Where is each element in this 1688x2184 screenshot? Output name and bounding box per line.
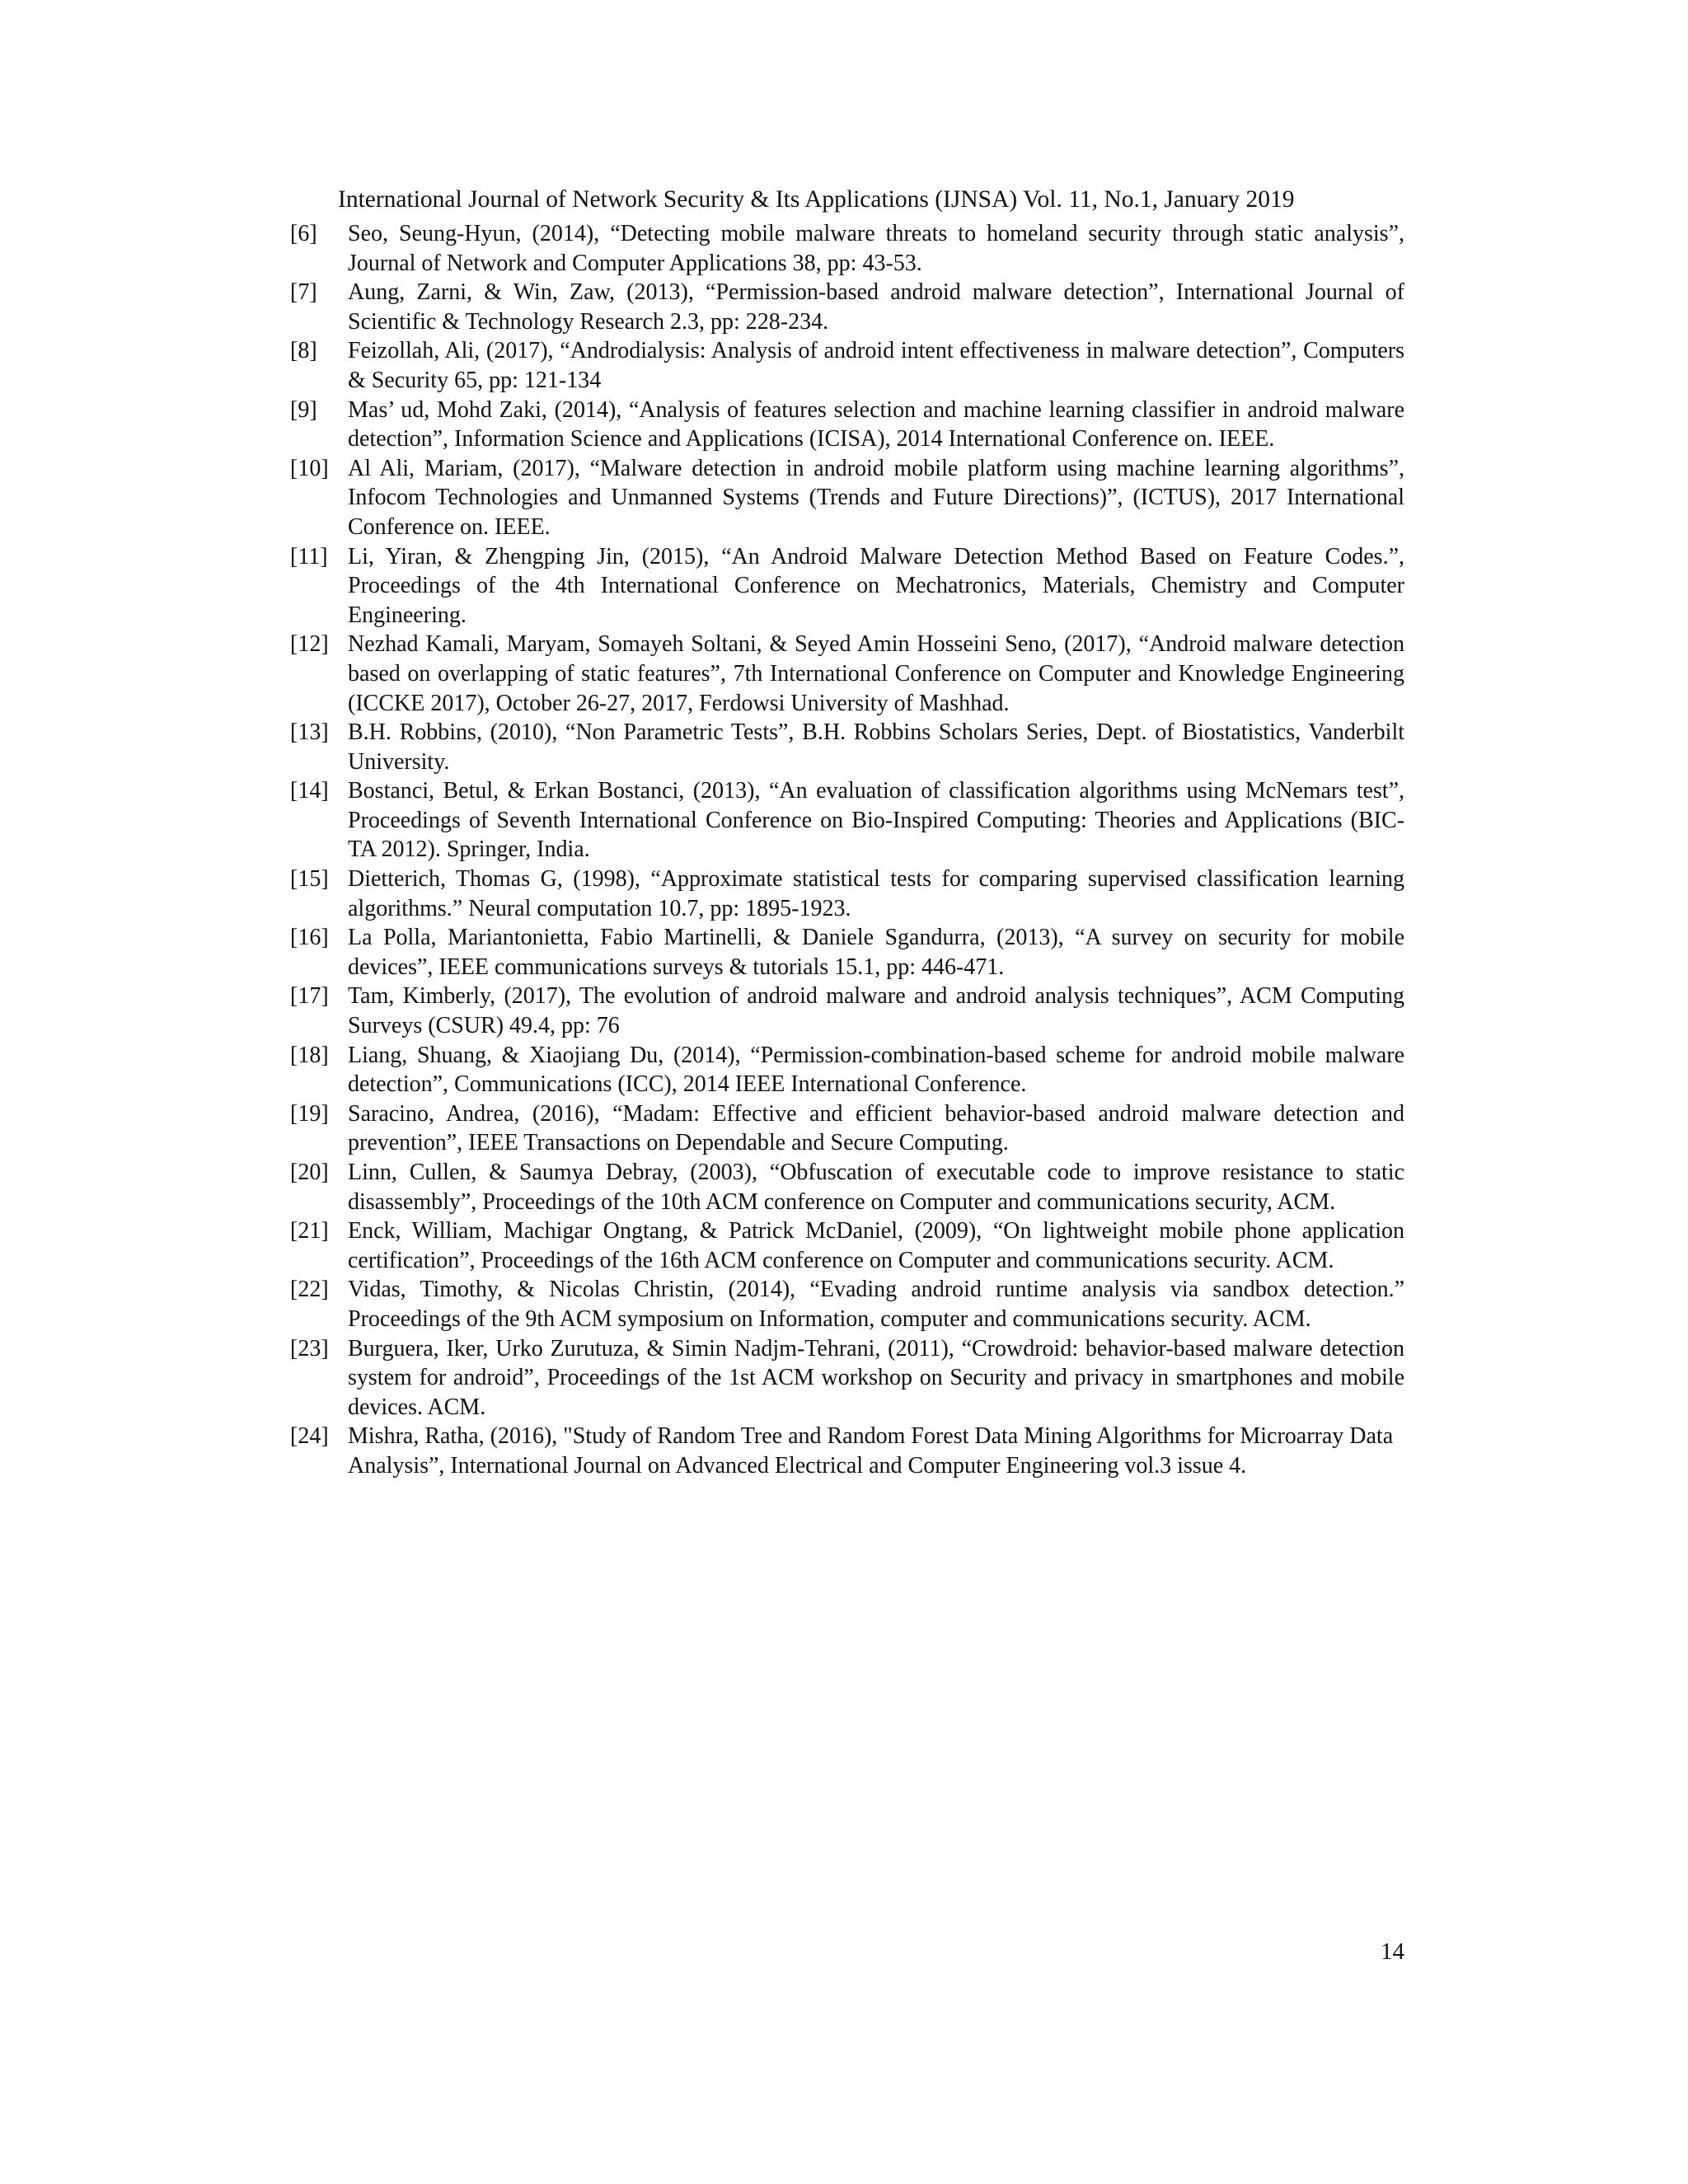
reference-item (290, 1275, 1404, 1333)
reference-number: [21] (290, 1218, 329, 1244)
reference-number: [6] (290, 221, 317, 246)
page-number: 14 (1381, 1938, 1404, 1965)
reference-item (290, 1099, 1404, 1158)
reference-item (290, 630, 1404, 718)
reference-text: Seo, Seung-Hyun, (2014), “Detecting mobile malware threats to homeland security through static analysis”, Journal of Network and Computer Applications 38, pp: 43-53. (348, 221, 1404, 276)
running-header: International Journal of Network Security & Its Applications (IJNSA) Vol. 11, No.1, January 2019 (338, 186, 1295, 213)
reference-item (290, 776, 1404, 865)
reference-number: [15] (290, 866, 329, 893)
reference-text: Enck, William, Machigar Ongtang, & Patrick McDaniel, (2009), “On lightweight mobile phone application certification”, Proceedings of the 16th ACM conference on Computer and communications security. ACM. (348, 1218, 1404, 1273)
reference-number: [11] (290, 543, 328, 569)
reference-number: [19] (290, 1100, 329, 1127)
reference-number: [18] (290, 1042, 329, 1068)
reference-text: Tam, Kimberly, (2017), The evolution of android malware and android analysis techniques”, ACM Computing Surveys (CSUR) 49.4, pp: 76 (348, 983, 1404, 1039)
reference-item (290, 1216, 1404, 1275)
reference-number: [17] (290, 983, 329, 1010)
reference-item (290, 923, 1404, 982)
reference-text: Bostanci, Betul, & Erkan Bostanci, (2013), “An evaluation of classification algorithms using McNemars test”, Proceedings of Seventh International Conference on Bio-Inspired Computing: Theories and Applications (BIC-TA 2012). Springer, India. (348, 778, 1404, 863)
reference-item (290, 1334, 1404, 1422)
reference-item (290, 454, 1404, 542)
reference-number: [23] (290, 1335, 329, 1361)
reference-number: [16] (290, 925, 329, 951)
reference-list (290, 219, 1404, 1481)
reference-text: Mishra, Ratha, (2016), "Study of Random Tree and Random Forest Data Mining Algorithms for Microarray Data Analysis”, International Journal on Advanced Electrical and Computer Engineering vol.3 issue 4. (348, 1423, 1394, 1479)
reference-number: [8] (290, 338, 317, 364)
reference-number: [24] (290, 1423, 329, 1450)
reference-number: [12] (290, 631, 329, 658)
reference-item (290, 219, 1404, 278)
reference-item (290, 396, 1404, 454)
reference-item (290, 1041, 1404, 1099)
reference-number: [13] (290, 719, 329, 746)
reference-item (290, 1422, 1404, 1480)
reference-text: Liang, Shuang, & Xiaojiang Du, (2014), “Permission-combination-based scheme for android mobile malware detection”, Communications (ICC), 2014 IEEE International Conference. (348, 1042, 1404, 1098)
reference-text: B.H. Robbins, (2010), “Non Parametric Tests”, B.H. Robbins Scholars Series, Dept. of Biostatistics, Vanderbilt University. (348, 719, 1404, 775)
reference-text: La Polla, Mariantonietta, Fabio Martinelli, & Daniele Sgandurra, (2013), “A survey on security for mobile devices”, IEEE communications surveys & tutorials 15.1, pp: 446-471. (348, 925, 1404, 980)
reference-number: [9] (290, 396, 317, 423)
reference-item (290, 865, 1404, 923)
reference-text: Feizollah, Ali, (2017), “Androdialysis: Analysis of android intent effectiveness in malware detection”, Computers & Security 65, pp: 121-134 (348, 338, 1404, 393)
reference-item (290, 982, 1404, 1040)
reference-text: Burguera, Iker, Urko Zurutuza, & Simin Nadjm-Tehrani, (2011), “Crowdroid: behavior-based malware detection system for android”, Proceedings of the 1st ACM workshop on Security and privacy in smartphones and mobile devices. ACM. (348, 1335, 1404, 1420)
reference-item (290, 718, 1404, 776)
reference-text: Al Ali, Mariam, (2017), “Malware detection in android mobile platform using machine learning algorithms”, Infocom Technologies and Unmanned Systems (Trends and Future Directions)”, (ICTUS), 2017 International Conference on. IEEE. (348, 455, 1404, 540)
reference-text: Vidas, Timothy, & Nicolas Christin, (2014), “Evading android runtime analysis via sandbox detection.” Proceedings of the 9th ACM symposium on Information, computer and communications security. ACM. (348, 1277, 1404, 1332)
reference-text: Linn, Cullen, & Saumya Debray, (2003), “Obfuscation of executable code to improve resistance to static disassembly”, Proceedings of the 10th ACM conference on Computer and communications security, ACM. (348, 1160, 1404, 1215)
reference-text: Nezhad Kamali, Maryam, Somayeh Soltani, & Seyed Amin Hosseini Seno, (2017), “Android malware detection based on overlapping of static features”, 7th International Conference on Computer and Knowledge Engineering (ICCKE 2017), October 26-27, 2017, Ferdowsi University of Mashhad. (348, 631, 1404, 716)
reference-item (290, 542, 1404, 630)
reference-text: Saracino, Andrea, (2016), “Madam: Effective and efficient behavior-based android malware detection and prevention”, IEEE Transactions on Dependable and Secure Computing. (348, 1100, 1404, 1156)
reference-number: [20] (290, 1160, 329, 1185)
reference-item (290, 1158, 1404, 1216)
reference-number: [7] (290, 279, 317, 306)
reference-number: [14] (290, 778, 329, 804)
reference-item (290, 278, 1404, 336)
reference-item (290, 336, 1404, 395)
reference-text: Mas’ ud, Mohd Zaki, (2014), “Analysis of features selection and machine learning classifier in android malware detection”, Information Science and Applications (ICISA), 2014 International Conference on. IEEE. (348, 396, 1404, 452)
reference-text: Aung, Zarni, & Win, Zaw, (2013), “Permission-based android malware detection”, International Journal of Scientific & Technology Research 2.3, pp: 228-234. (348, 279, 1404, 335)
reference-text: Dietterich, Thomas G, (1998), “Approximate statistical tests for comparing supervised classification learning algorithms.” Neural computation 10.7, pp: 1895-1923. (348, 866, 1404, 921)
reference-number: [22] (290, 1277, 329, 1303)
reference-text: Li, Yiran, & Zhengping Jin, (2015), “An Android Malware Detection Method Based on Feature Codes.”, Proceedings of the 4th International Conference on Mechatronics, Materials, Chemistry and Computer Engineering. (348, 543, 1404, 628)
reference-number: [10] (290, 455, 329, 481)
